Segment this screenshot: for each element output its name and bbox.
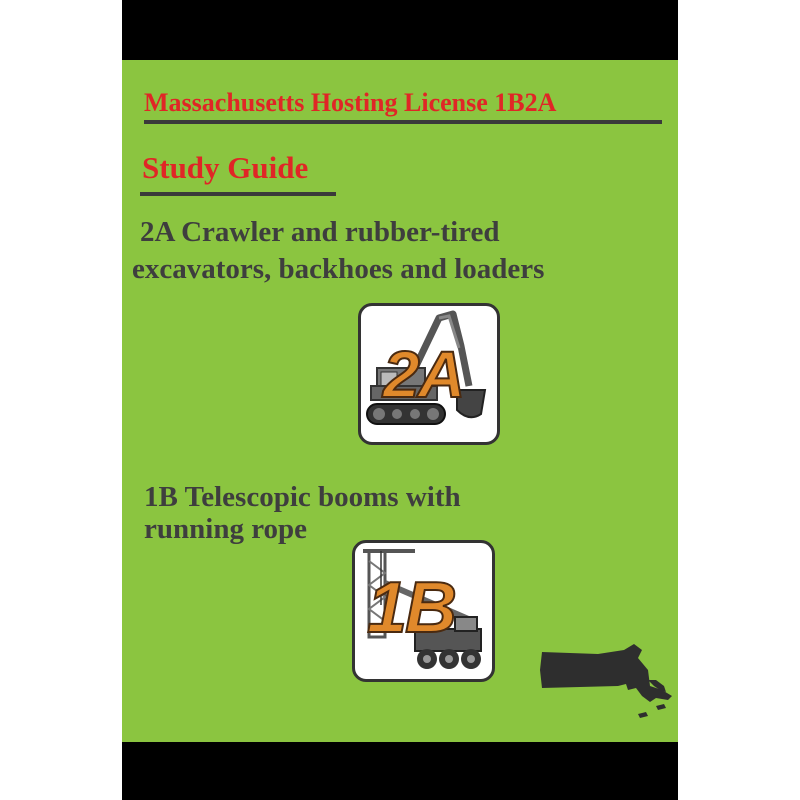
badge-2a-label: 2A [383,337,464,411]
massachusetts-map-icon [538,640,678,740]
bottom-black-band [122,742,678,800]
section-1b-line2: running rope [144,513,308,545]
section-2a-line1: 2A Crawler and rubber-tired [140,216,500,248]
top-black-band [122,0,678,60]
cover-title: Massachusetts Hosting License 1B2A [144,88,557,117]
book-cover [122,0,678,800]
title-underline [144,120,662,124]
cover-subtitle: Study Guide [142,150,309,185]
badge-1b [352,540,495,682]
badge-2a [358,303,500,445]
section-1b-line1: 1B Telescopic booms with [144,481,461,513]
section-2a-line2: excavators, backhoes and loaders [132,253,545,285]
subtitle-underline [140,192,336,196]
badge-1b-label: 1B [367,568,456,648]
